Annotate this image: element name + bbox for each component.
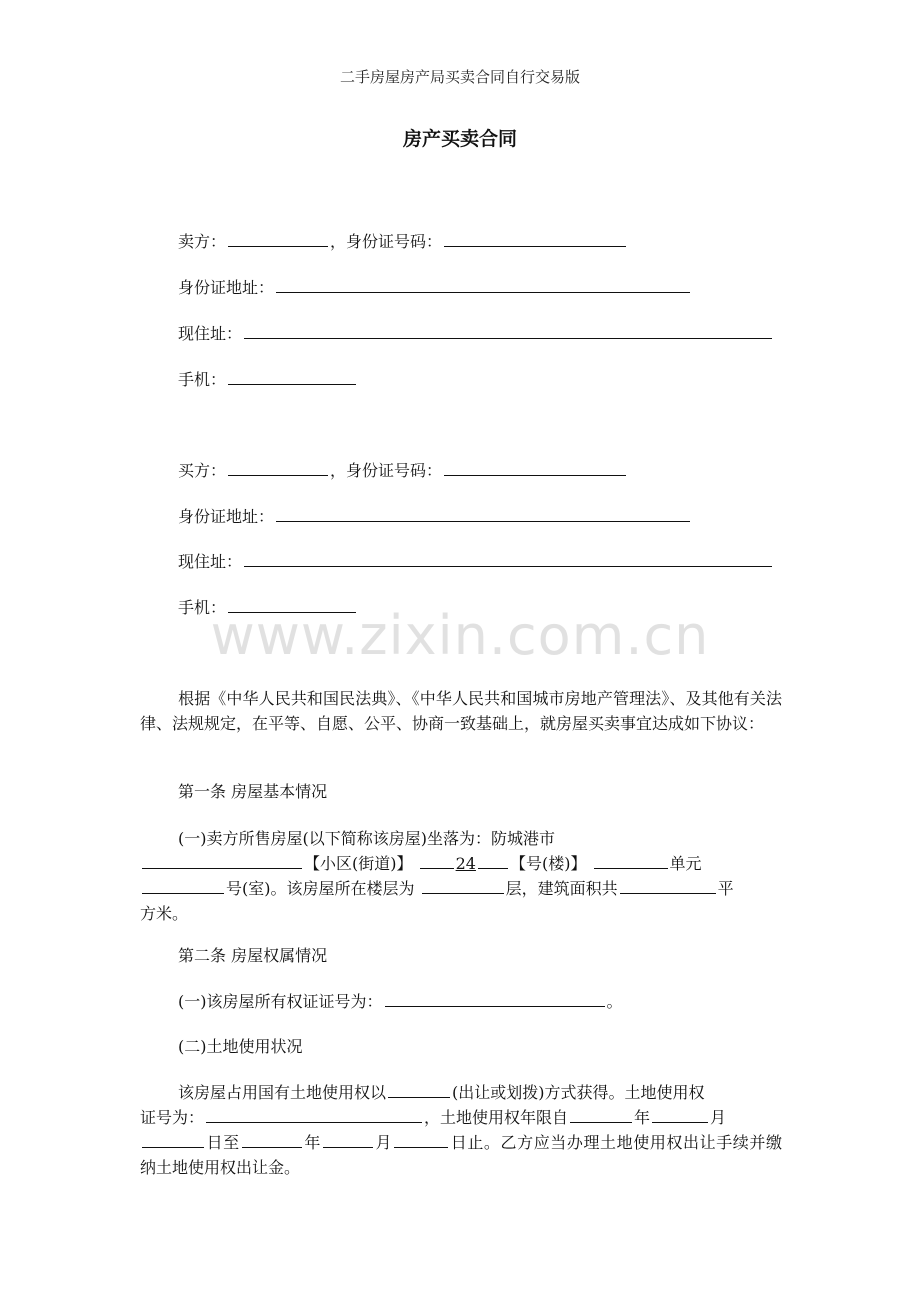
article1-location-text: (一)卖方所售房屋(以下简称该房屋)坐落为：防城港市 <box>178 829 555 848</box>
land-method-blank[interactable] <box>388 1081 450 1098</box>
seller-id-blank[interactable] <box>444 230 626 247</box>
end-month-blank[interactable] <box>323 1131 373 1148</box>
end-year-blank[interactable] <box>242 1131 302 1148</box>
buyer-id-blank[interactable] <box>444 459 626 476</box>
buyer-id-address-label: 身份证地址： <box>178 507 275 526</box>
seller-phone-blank[interactable] <box>228 368 356 385</box>
seller-id-address-line <box>178 276 692 299</box>
land-text-d: ，土地使用权年限自 <box>424 1108 569 1127</box>
land-text-b: (出让或划拨)方式获得。土地使用权 <box>452 1083 705 1102</box>
month-label-1: 月 <box>710 1108 727 1127</box>
start-day-blank[interactable] <box>142 1131 204 1148</box>
floor-blank[interactable] <box>422 877 504 894</box>
watermark: www.zixin.com.cn <box>210 604 710 667</box>
area-blank[interactable] <box>620 877 716 894</box>
seller-phone-line <box>178 368 358 391</box>
room-blank[interactable] <box>142 877 224 894</box>
land-cert-blank[interactable] <box>206 1106 422 1123</box>
buyer-id-address-blank[interactable] <box>276 505 690 522</box>
year-label-1: 年 <box>634 1108 651 1127</box>
seller-current-address-label: 现住址： <box>178 324 243 343</box>
article2-heading: 第二条 房屋权属情况 <box>178 946 328 965</box>
seller-id-address-blank[interactable] <box>276 276 690 293</box>
document-title: 房产买卖合同 <box>402 128 517 150</box>
buyer-phone-label: 手机： <box>178 598 227 617</box>
cert-label: (一)该房屋所有权证证号为： <box>178 992 383 1011</box>
buyer-label: 买方： <box>178 461 227 480</box>
room-label: 号(室)。该房屋所在楼层为 <box>226 879 415 898</box>
number-suffix-blank[interactable] <box>478 852 508 869</box>
land-paragraph <box>140 1080 782 1180</box>
unit-label: 单元 <box>669 854 702 873</box>
buyer-line <box>178 459 628 482</box>
day-end-text: 日止。乙方应当办理土地使用权出让手续并缴纳土地使用权出让金。 <box>140 1133 782 1177</box>
document-header: 二手房屋房产局买卖合同自行交易版 <box>339 68 580 86</box>
year-label-2: 年 <box>303 1133 321 1152</box>
buyer-id-address-line <box>178 505 692 528</box>
buyer-name-blank[interactable] <box>228 459 328 476</box>
cert-line <box>178 990 623 1013</box>
seller-id-address-label: 身份证地址： <box>178 278 275 297</box>
unit-blank[interactable] <box>594 852 668 869</box>
cert-end: 。 <box>606 992 623 1011</box>
area-unit-b: 方米。 <box>140 904 189 923</box>
buyer-id-label: ，身份证号码： <box>330 461 443 480</box>
buyer-current-address-blank[interactable] <box>244 550 772 567</box>
building-label: 【号(楼)】 <box>509 854 587 873</box>
end-day-blank[interactable] <box>394 1131 448 1148</box>
buyer-current-address-label: 现住址： <box>178 552 243 571</box>
floor-label: 层，建筑面积共 <box>505 879 618 898</box>
number-value: 24 <box>455 854 476 873</box>
seller-name-blank[interactable] <box>228 230 328 247</box>
seller-id-label: ，身份证号码： <box>330 232 443 251</box>
intro-text: 根据《中华人民共和国民法典》、《中华人民共和国城市房地产管理法》、及其他有关法律、法规规定，在平等、自愿、公平、协商一致基础上，就房屋买卖事宜达成如下协议： <box>140 689 782 733</box>
start-year-blank[interactable] <box>570 1106 632 1123</box>
area-unit-a: 平 <box>717 879 734 898</box>
seller-current-address-line <box>178 322 774 345</box>
seller-phone-label: 手机： <box>178 370 227 389</box>
land-text-c: 证号为： <box>140 1108 205 1127</box>
number-prefix-blank[interactable] <box>420 852 454 869</box>
start-month-blank[interactable] <box>652 1106 708 1123</box>
article1-heading: 第一条 房屋基本情况 <box>178 782 328 801</box>
seller-current-address-blank[interactable] <box>244 322 772 339</box>
buyer-current-address-line <box>178 550 774 573</box>
intro-paragraph <box>140 686 782 736</box>
cert-blank[interactable] <box>385 990 605 1007</box>
land-text-a: 该房屋占用国有土地使用权以 <box>178 1083 387 1102</box>
month-label-2: 月 <box>374 1133 393 1152</box>
seller-line <box>178 230 628 253</box>
day-from-label: 日至 <box>206 1133 240 1152</box>
seller-label: 卖方： <box>178 232 227 251</box>
location-blank[interactable] <box>142 852 302 869</box>
land-heading: (二)土地使用状况 <box>178 1037 303 1056</box>
article1-paragraph <box>140 826 782 926</box>
district-label: 【小区(街道)】 <box>304 854 413 873</box>
